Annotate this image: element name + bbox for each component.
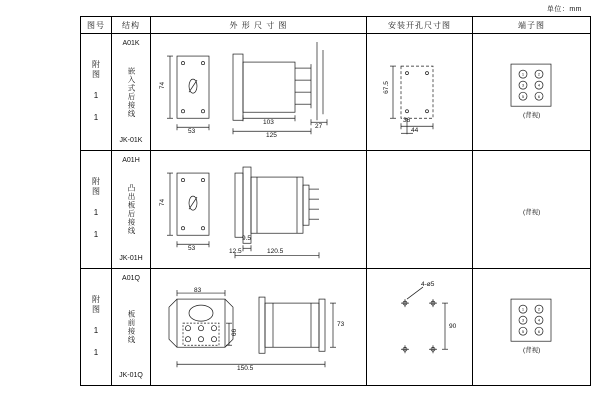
svg-text:4: 4 [537,317,541,323]
dim-103: 103 [263,119,274,126]
hole-drawing-cell [367,151,473,268]
model-code-bottom: JK-01K [119,137,143,145]
row-no-label: 附图 1 1 [91,60,101,125]
svg-text:2: 2 [537,306,541,312]
unit-note: 单位：mm [546,6,582,13]
dim-66: 66 [231,328,239,336]
terminal-drawing-cell [473,268,591,385]
structure-label: 凸出板后接线 [127,183,136,235]
outline-drawing-cell [151,151,367,268]
svg-text:1: 1 [521,71,525,77]
outline-drawing-2 [151,151,366,267]
outline-drawing-cell [151,34,367,151]
row-no-label: 附图 1 1 [91,177,101,242]
hole-dim-36: 36 [403,117,411,124]
terminal-drawing-1 [473,34,590,150]
hole-dim-44: 44 [411,127,419,134]
dim-73: 73 [337,320,345,328]
row-no-cell [81,268,112,385]
row-struct-cell [112,151,151,268]
structure-label: 板前接线 [127,309,136,344]
svg-text:1: 1 [521,306,525,312]
header-hole: 安装开孔尺寸图 [367,17,473,34]
outline-drawing-1 [151,34,366,150]
specification-table [80,16,591,386]
structure-label: 嵌入式后接线 [127,66,136,118]
terminal-view-note: (背视) [523,209,541,217]
header-struct: 结构 [112,17,151,34]
table-row [81,268,591,385]
svg-text:2: 2 [537,71,541,77]
outline-drawing-cell [151,268,367,385]
row-struct-cell [112,34,151,151]
terminal-drawing-cell [473,34,591,151]
terminal-drawing-3 [473,269,590,385]
dim-53: 53 [188,245,196,253]
header-no: 图号 [81,17,112,34]
outline-drawing-3 [151,269,366,385]
terminal-view-note: (背视) [523,112,541,119]
row-no-cell [81,34,112,151]
dim-1505: 150.5 [237,364,254,372]
svg-text:5: 5 [521,93,525,99]
hole-dim-675: 67.5 [382,81,390,94]
dim-74: 74 [159,81,167,90]
hole-dim-4xd5: 4-ø5 [421,280,435,288]
header-terminal: 端子图 [473,17,591,34]
hole-dim-90: 90 [449,322,457,330]
svg-text:5: 5 [521,328,525,334]
dim-1205: 120.5 [267,248,284,256]
model-code-top: A01Q [122,274,140,282]
dim-95: 9.5 [242,235,252,243]
hole-drawing-cell [367,34,473,151]
svg-text:6: 6 [537,93,541,99]
hole-drawing-cell [367,268,473,385]
svg-text:3: 3 [521,82,525,88]
dim-83: 83 [194,286,202,294]
table-header-row [81,17,591,34]
table-row [81,151,591,268]
dim-53: 53 [188,128,196,135]
header-outline: 外 形 尺 寸 图 [151,17,367,34]
hole-drawing-3 [367,269,472,385]
svg-text:6: 6 [537,328,541,334]
model-code-top: A01H [122,157,140,165]
row-struct-cell [112,268,151,385]
svg-text:4: 4 [537,82,541,88]
dim-125b: 12.5 [229,248,242,256]
dim-125: 125 [266,132,277,139]
dim-74: 74 [159,199,167,207]
row-no-label: 附图 1 1 [91,294,101,359]
row-no-cell [81,151,112,268]
model-code-top: A01K [122,40,140,47]
model-code-bottom: JK-01Q [119,372,143,379]
table-row [81,34,591,151]
svg-text:3: 3 [521,317,525,323]
dim-27: 27 [315,123,323,130]
model-code-bottom: JK-01H [119,254,143,262]
terminal-view-note: (背视) [523,346,541,354]
terminal-drawing-cell [473,151,591,268]
